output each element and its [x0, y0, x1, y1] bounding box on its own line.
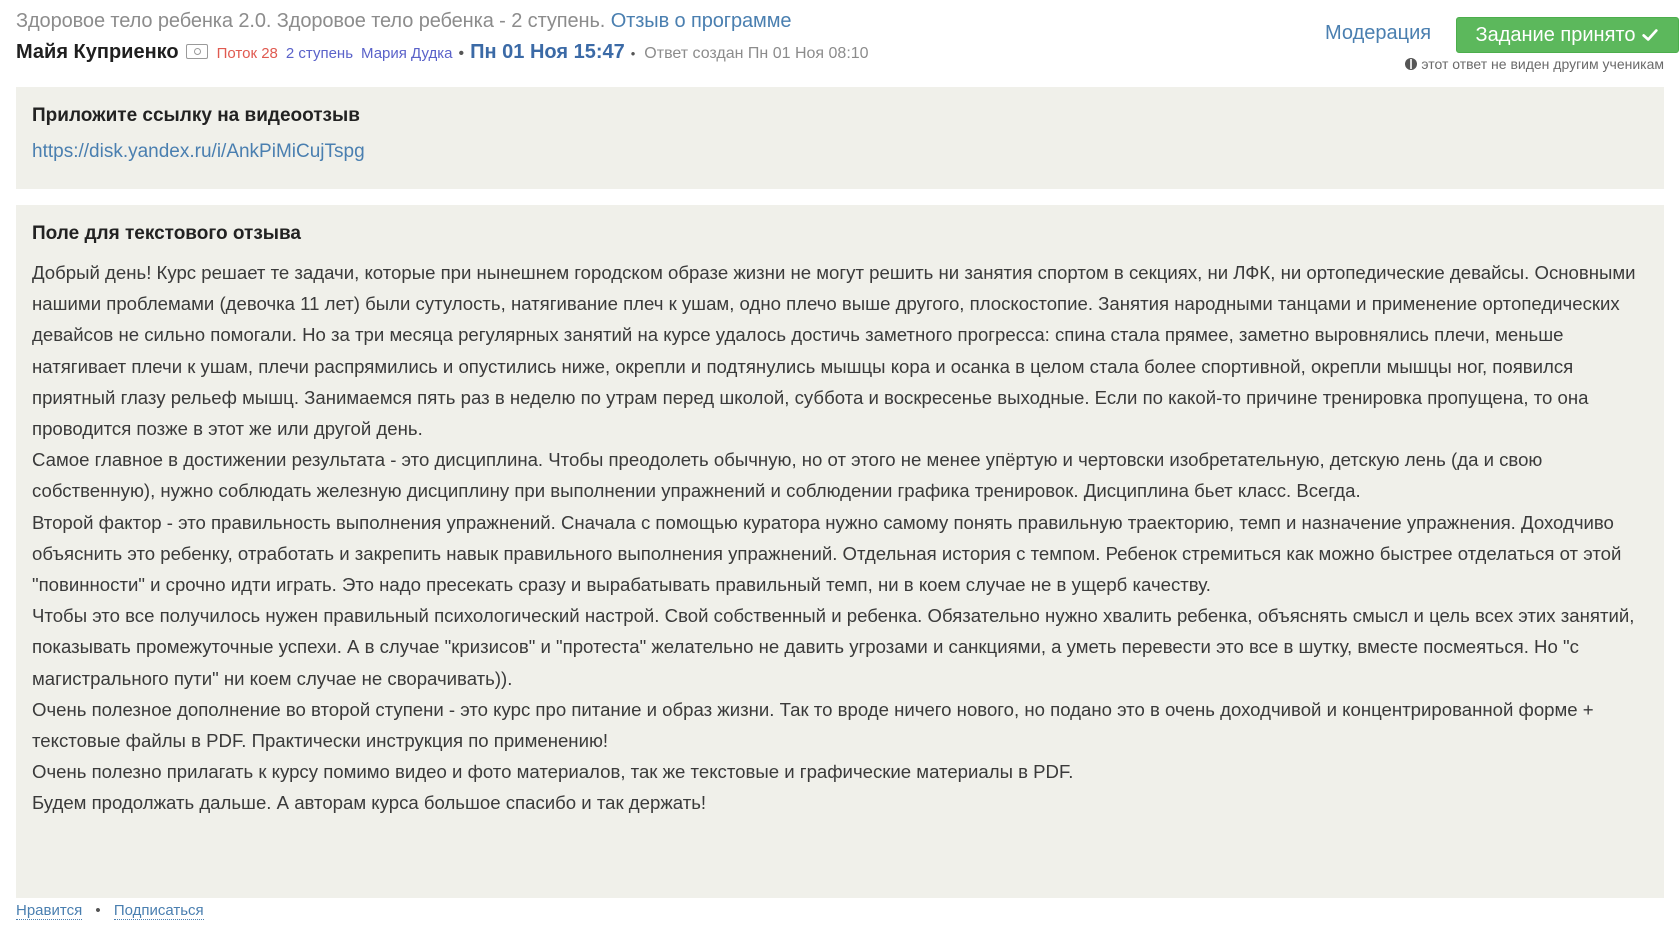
review-paragraph: Самое главное в достижении результата - это дисциплина. Чтобы преодолеть обычную, но от этого не менее упёртую и чертовски изобретательную, детскую лень (да и свою собственную), нужно соблюдать железную дисциплину при выполнении упражнений и соблюдении графика тренировок. Дисциплина бьет класс. Всегда. — [32, 449, 1543, 502]
separator-dot: • — [458, 45, 465, 62]
text-review-block — [16, 205, 1664, 898]
subscribe-link[interactable]: Подписаться — [113, 902, 204, 919]
text-review-title: Поле для текстового отзыва — [32, 223, 301, 244]
video-link[interactable]: https://disk.yandex.ru/i/AnkPiMiCujTspg — [32, 141, 365, 162]
profile-card-icon[interactable] — [186, 44, 208, 59]
task-accepted-label: Задание принято — [1475, 23, 1636, 46]
visibility-note-text: этот ответ не виден другим ученикам — [1421, 56, 1664, 72]
video-link-block — [16, 87, 1664, 189]
review-paragraph: Второй фактор - это правильность выполнения упражнений. Сначала с помощью куратора нужно самому понять правильную траекторию, темп и назначение упражнения. Доходчиво объяснить это ребенку, отработать и закрепить навык правильного выполнения упражнений. Отдельная история с темпом. Ребенок стремиться как можно быстрее отделаться от этой "повинности" и срочно идти играть. Это надо пресекать сразу и вырабатывать правильный темп, ни в коем случае не в ущерб качеству. — [32, 511, 1622, 596]
course-title: Здоровое тело ребенка 2.0. Здоровое тело ребенка - 2 ступень. — [16, 10, 606, 32]
answer-date: Пн 01 Ноя 15:47 — [470, 41, 625, 63]
review-paragraph: Добрый день! Курс решает те задачи, которые при нынешнем городском образе жизни не могут решить ни занятия спортом в секциях, ни ЛФК, ни ортопедические девайсы. Основными нашими проблемами (девочка 11 лет) были сутулость, натягивание плеч к ушам, одно плечо выше другого, плоскостопие. Занятия народными танцами и применение ортопедических девайсов не сильно помогали. Но за три месяца регулярных занятий на курсе удалось достичь заметного прогресса: спина стала прямее, заметно выровнялись плечи, меньше натягивает плечи к ушам, плечи распрямились и опустились ниже, окрепли и подтянулись мышцы кора и осанка в целом стала более спортивной, окрепли мышцы ног, появился приятный глазу рельеф мышц. Занимаемся пять раз в неделю по утрам перед школой, суббота и воскресенье выходные. Если по какой-то причине тренировка пропущена, то она проводится позже в этот же или другой день. — [32, 262, 1636, 440]
level-tag: 2 ступень — [285, 45, 354, 62]
separator-dot: • — [95, 902, 101, 919]
course-title-line — [16, 10, 791, 33]
review-paragraph: Очень полезное дополнение во второй ступени - это курс про питание и образ жизни. Так то вроде ничего нового, но подано это в очень доходчивой и концентрированной форме + текстовые файлы в PDF. Практически инструкция по применению! — [32, 698, 1594, 752]
answer-meta — [16, 41, 869, 64]
created-note: Ответ создан Пн 01 Ноя 08:10 — [644, 45, 869, 62]
video-link-title: Приложите ссылку на видеоотзыв — [32, 105, 360, 126]
visibility-note — [1405, 56, 1664, 72]
review-paragraph: Чтобы это все получилось нужен правильный психологический настрой. Свой собственный и ребенка. Обязательно нужно хвалить ребенка, объяснять смысл и цель всех этих занятий, показывать промежуточные успехи. А в случае "кризисов" и "протеста" желательно не давить угрозами и санкциями, а уметь перевести это все в шутку, вместе посмеяться. Но "с магистрального пути" ни коем случае не сворачивать)). — [32, 605, 1635, 689]
separator-dot: • — [630, 46, 636, 61]
assignment-link[interactable]: Отзыв о программе — [610, 10, 792, 32]
review-paragraph: Будем продолжать дальше. А авторам курса большое спасибо и так держать! — [32, 792, 707, 814]
review-paragraph: Очень полезно прилагать к курсу помимо видео и фото материалов, так же текстовые и графические материалы в PDF. — [32, 761, 1074, 783]
moderation-link[interactable]: Модерация — [1325, 22, 1432, 44]
private-icon — [1405, 58, 1417, 70]
task-accepted-button[interactable] — [1456, 17, 1679, 53]
answer-header — [16, 8, 1664, 72]
stream-tag: Поток 28 — [216, 45, 278, 62]
author-name[interactable]: Майя Куприенко — [16, 41, 179, 63]
answer-footer — [16, 902, 204, 919]
review-text — [32, 257, 1648, 819]
like-link[interactable]: Нравится — [16, 902, 83, 919]
checkmark-icon — [1641, 26, 1659, 44]
curator-name[interactable]: Мария Дудка — [361, 45, 453, 62]
